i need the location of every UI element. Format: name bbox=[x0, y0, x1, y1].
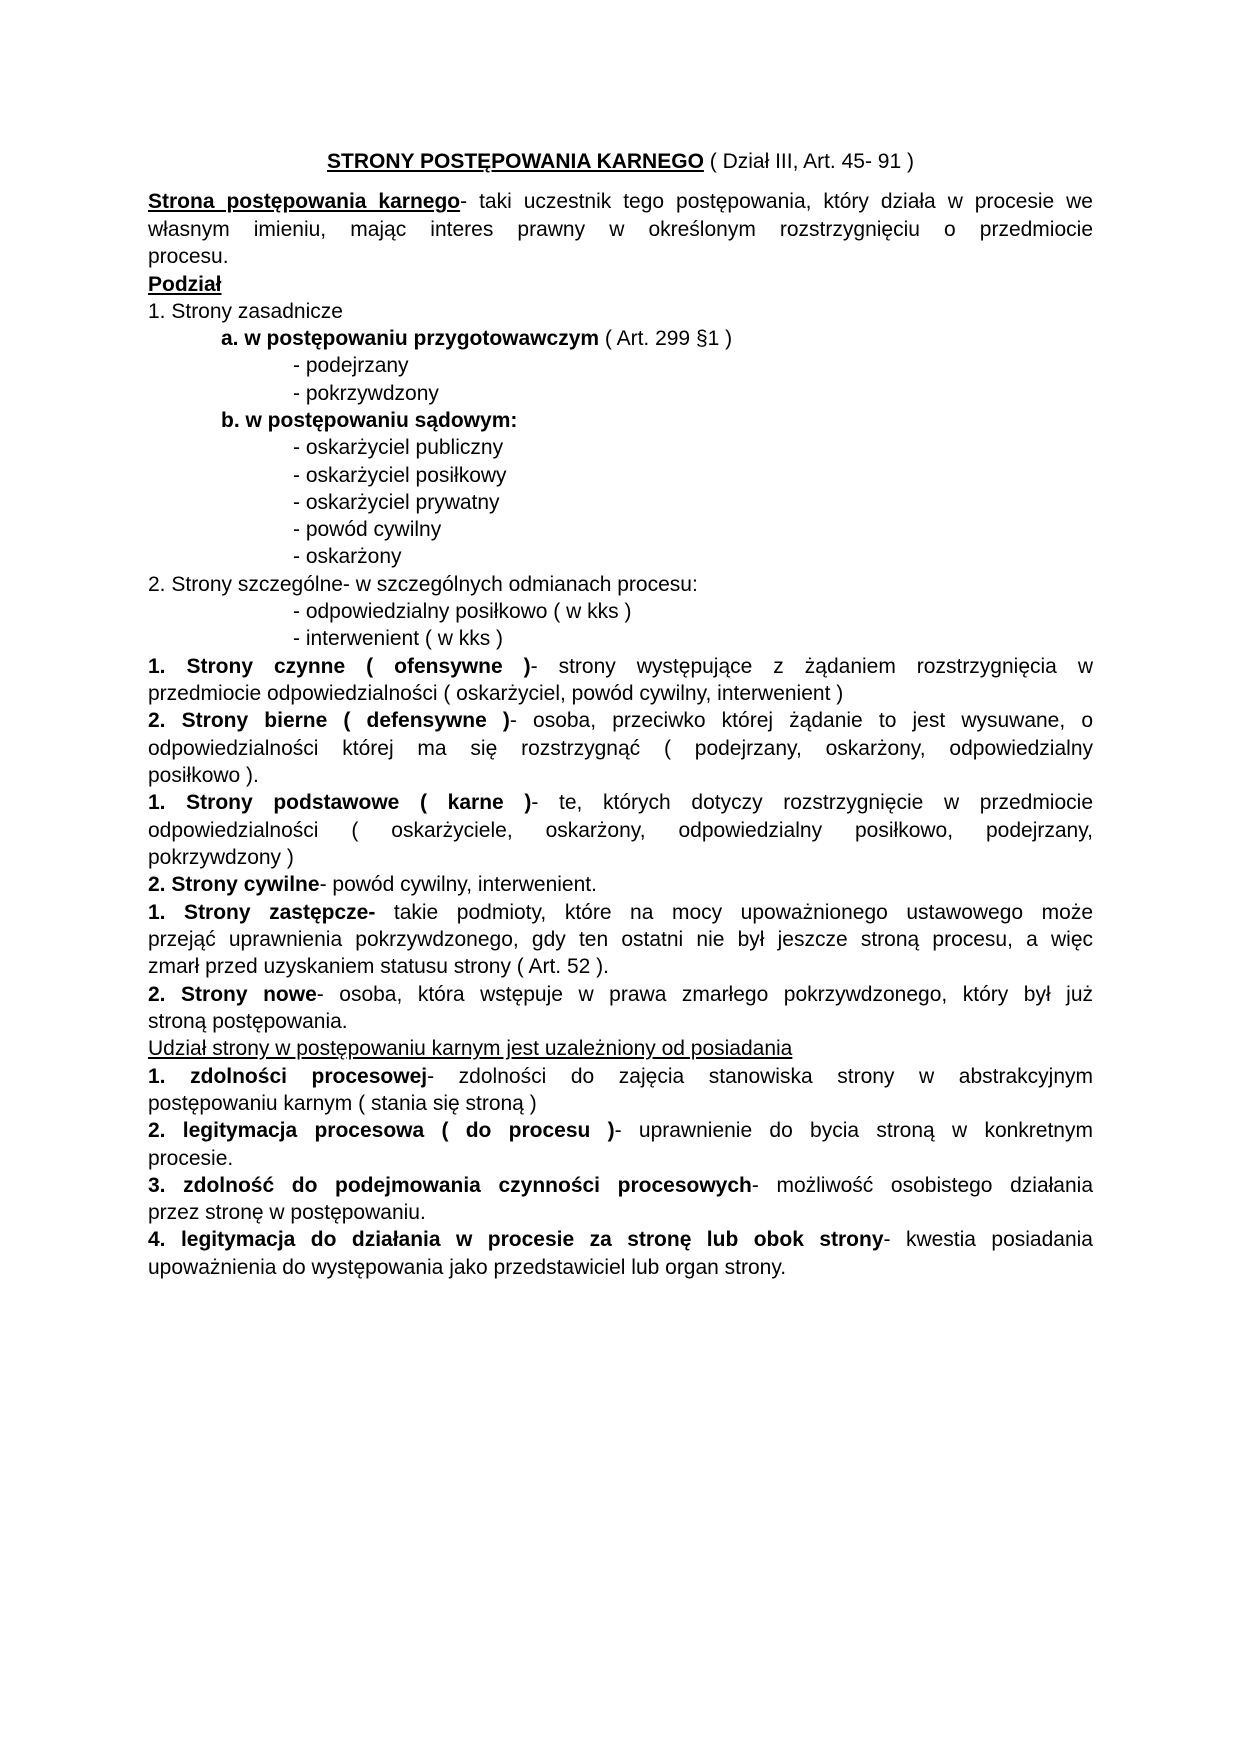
section1-a-ref: ( Art. 299 §1 ) bbox=[599, 327, 733, 350]
czynne-line-1 bbox=[148, 652, 1093, 682]
podzial-heading: Podział bbox=[148, 273, 222, 296]
nowe-line-2: stroną postępowania. bbox=[148, 1010, 348, 1033]
zastepcze-line-1 bbox=[148, 898, 1093, 928]
udzial-item-2-label: 2. legitymacja procesowa ( do procesu ) bbox=[148, 1119, 615, 1142]
cywilne-text: - powód cywilny, interwenient. bbox=[319, 873, 597, 896]
czynne-text: - strony występujące z żądaniem rozstrzygnięcia w bbox=[530, 655, 1094, 678]
list-item: - oskarżyciel posiłkowy bbox=[293, 464, 507, 487]
udzial-item-4-text: - kwestia posiadania bbox=[883, 1228, 1093, 1251]
list-item: - oskarżyciel publiczny bbox=[293, 436, 504, 459]
podstawowe-line-3: pokrzywdzony ) bbox=[148, 846, 294, 869]
udzial-item-4-line-2: upoważnienia do występowania jako przedstawiciel lub organ strony. bbox=[148, 1256, 787, 1279]
udzial-item-3-text: - możliwość osobistego działania bbox=[751, 1174, 1093, 1197]
definition-line-3: procesu. bbox=[148, 245, 229, 268]
udzial-item-3-line-2: przez stronę w postępowaniu. bbox=[148, 1201, 426, 1224]
section1-b-label: b. w postępowaniu sądowym: bbox=[221, 409, 518, 432]
list-item: - pokrzywdzony bbox=[293, 382, 439, 405]
bierne-line-2: odpowiedzialności której ma się rozstrzygnąć ( podejrzany, oskarżony, odpowiedzialny bbox=[148, 737, 1093, 760]
bierne-line-3: posiłkowo ). bbox=[148, 764, 259, 787]
udzial-item-2-line-2: procesie. bbox=[148, 1147, 234, 1170]
section1-heading: 1. Strony zasadnicze bbox=[148, 300, 343, 323]
podstawowe-line-1 bbox=[148, 788, 1093, 818]
udzial-item-1-line-1 bbox=[148, 1062, 1093, 1092]
zastepcze-label: 1. Strony zastępcze- bbox=[148, 901, 376, 924]
page-title bbox=[148, 147, 1093, 177]
udzial-item-4-label: 4. legitymacja do działania w procesie za stronę lub obok strony bbox=[148, 1228, 884, 1251]
list-item: - powód cywilny bbox=[293, 518, 442, 541]
list-item: - oskarżony bbox=[293, 545, 402, 568]
list-item: - odpowiedzialny posiłkowo ( w kks ) bbox=[293, 600, 632, 623]
cywilne-label: 2. Strony cywilne bbox=[148, 873, 320, 896]
bierne-line-1 bbox=[148, 706, 1093, 736]
udzial-heading: Udział strony w postępowaniu karnym jest uzależniony od posiadania bbox=[148, 1037, 793, 1060]
podstawowe-label: 1. Strony podstawowe ( karne ) bbox=[148, 791, 532, 814]
zastepcze-line-2: przejąć uprawnienia pokrzywdzonego, gdy ten ostatni nie był jeszcze stroną procesu, a więc bbox=[148, 928, 1093, 951]
section2-heading: 2. Strony szczególne- w szczególnych odmianach procesu: bbox=[148, 573, 698, 596]
section1-a bbox=[221, 324, 732, 354]
nowe-line-1 bbox=[148, 980, 1093, 1010]
list-item: - podejrzany bbox=[293, 354, 409, 377]
udzial-item-3-label: 3. zdolność do podejmowania czynności procesowych bbox=[148, 1174, 752, 1197]
section1-a-label: a. w postępowaniu przygotowawczym bbox=[221, 327, 600, 350]
zastepcze-text: takie podmioty, które na mocy upoważnionego ustawowego może bbox=[375, 901, 1093, 924]
title-main: STRONY POSTĘPOWANIA KARNEGO bbox=[327, 150, 704, 173]
udzial-item-1-text: - zdolności do zajęcia stanowiska strony w abstrakcyjnym bbox=[427, 1065, 1093, 1088]
bierne-text: - osoba, przeciwko której żądanie to jest wysuwane, o bbox=[509, 709, 1094, 732]
definition-text: - taki uczestnik tego postępowania, który działa w procesie we bbox=[460, 190, 1093, 213]
definition-line-2: własnym imieniu, mając interes prawny w określonym rozstrzygnięciu o przedmiocie bbox=[148, 218, 1093, 241]
definition-line-1 bbox=[148, 187, 1093, 217]
zastepcze-line-3: zmarł przed uzyskaniem statusu strony ( Art. 52 ). bbox=[148, 955, 609, 978]
title-rest: ( Dział III, Art. 45- 91 ) bbox=[703, 150, 914, 173]
udzial-item-4-line-1 bbox=[148, 1225, 1093, 1255]
udzial-item-2-text: - uprawnienie do bycia stroną w konkretnym bbox=[614, 1119, 1093, 1142]
bierne-label: 2. Strony bierne ( defensywne ) bbox=[148, 709, 510, 732]
nowe-text: - osoba, która wstępuje w prawa zmarłego pokrzywdzonego, który był już bbox=[316, 983, 1094, 1006]
czynne-label: 1. Strony czynne ( ofensywne ) bbox=[148, 655, 531, 678]
udzial-item-1-line-2: postępowaniu karnym ( stania się stroną ) bbox=[148, 1092, 537, 1115]
cywilne-line bbox=[148, 870, 597, 900]
podstawowe-text: - te, których dotyczy rozstrzygnięcie w przedmiocie bbox=[531, 791, 1093, 814]
udzial-item-1-label: 1. zdolności procesowej bbox=[148, 1065, 428, 1088]
nowe-label: 2. Strony nowe bbox=[148, 983, 317, 1006]
definition-term: Strona postępowania karnego bbox=[148, 190, 461, 213]
udzial-item-3-line-1 bbox=[148, 1171, 1093, 1201]
list-item: - interwenient ( w kks ) bbox=[293, 627, 504, 650]
podstawowe-line-2: odpowiedzialności ( oskarżyciele, oskarżony, odpowiedzialny posiłkowo, podejrzany, bbox=[148, 819, 1093, 842]
czynne-line-2: przedmiocie odpowiedzialności ( oskarżyciel, powód cywilny, interwenient ) bbox=[148, 682, 844, 705]
list-item: - oskarżyciel prywatny bbox=[293, 491, 500, 514]
udzial-item-2-line-1 bbox=[148, 1116, 1093, 1146]
